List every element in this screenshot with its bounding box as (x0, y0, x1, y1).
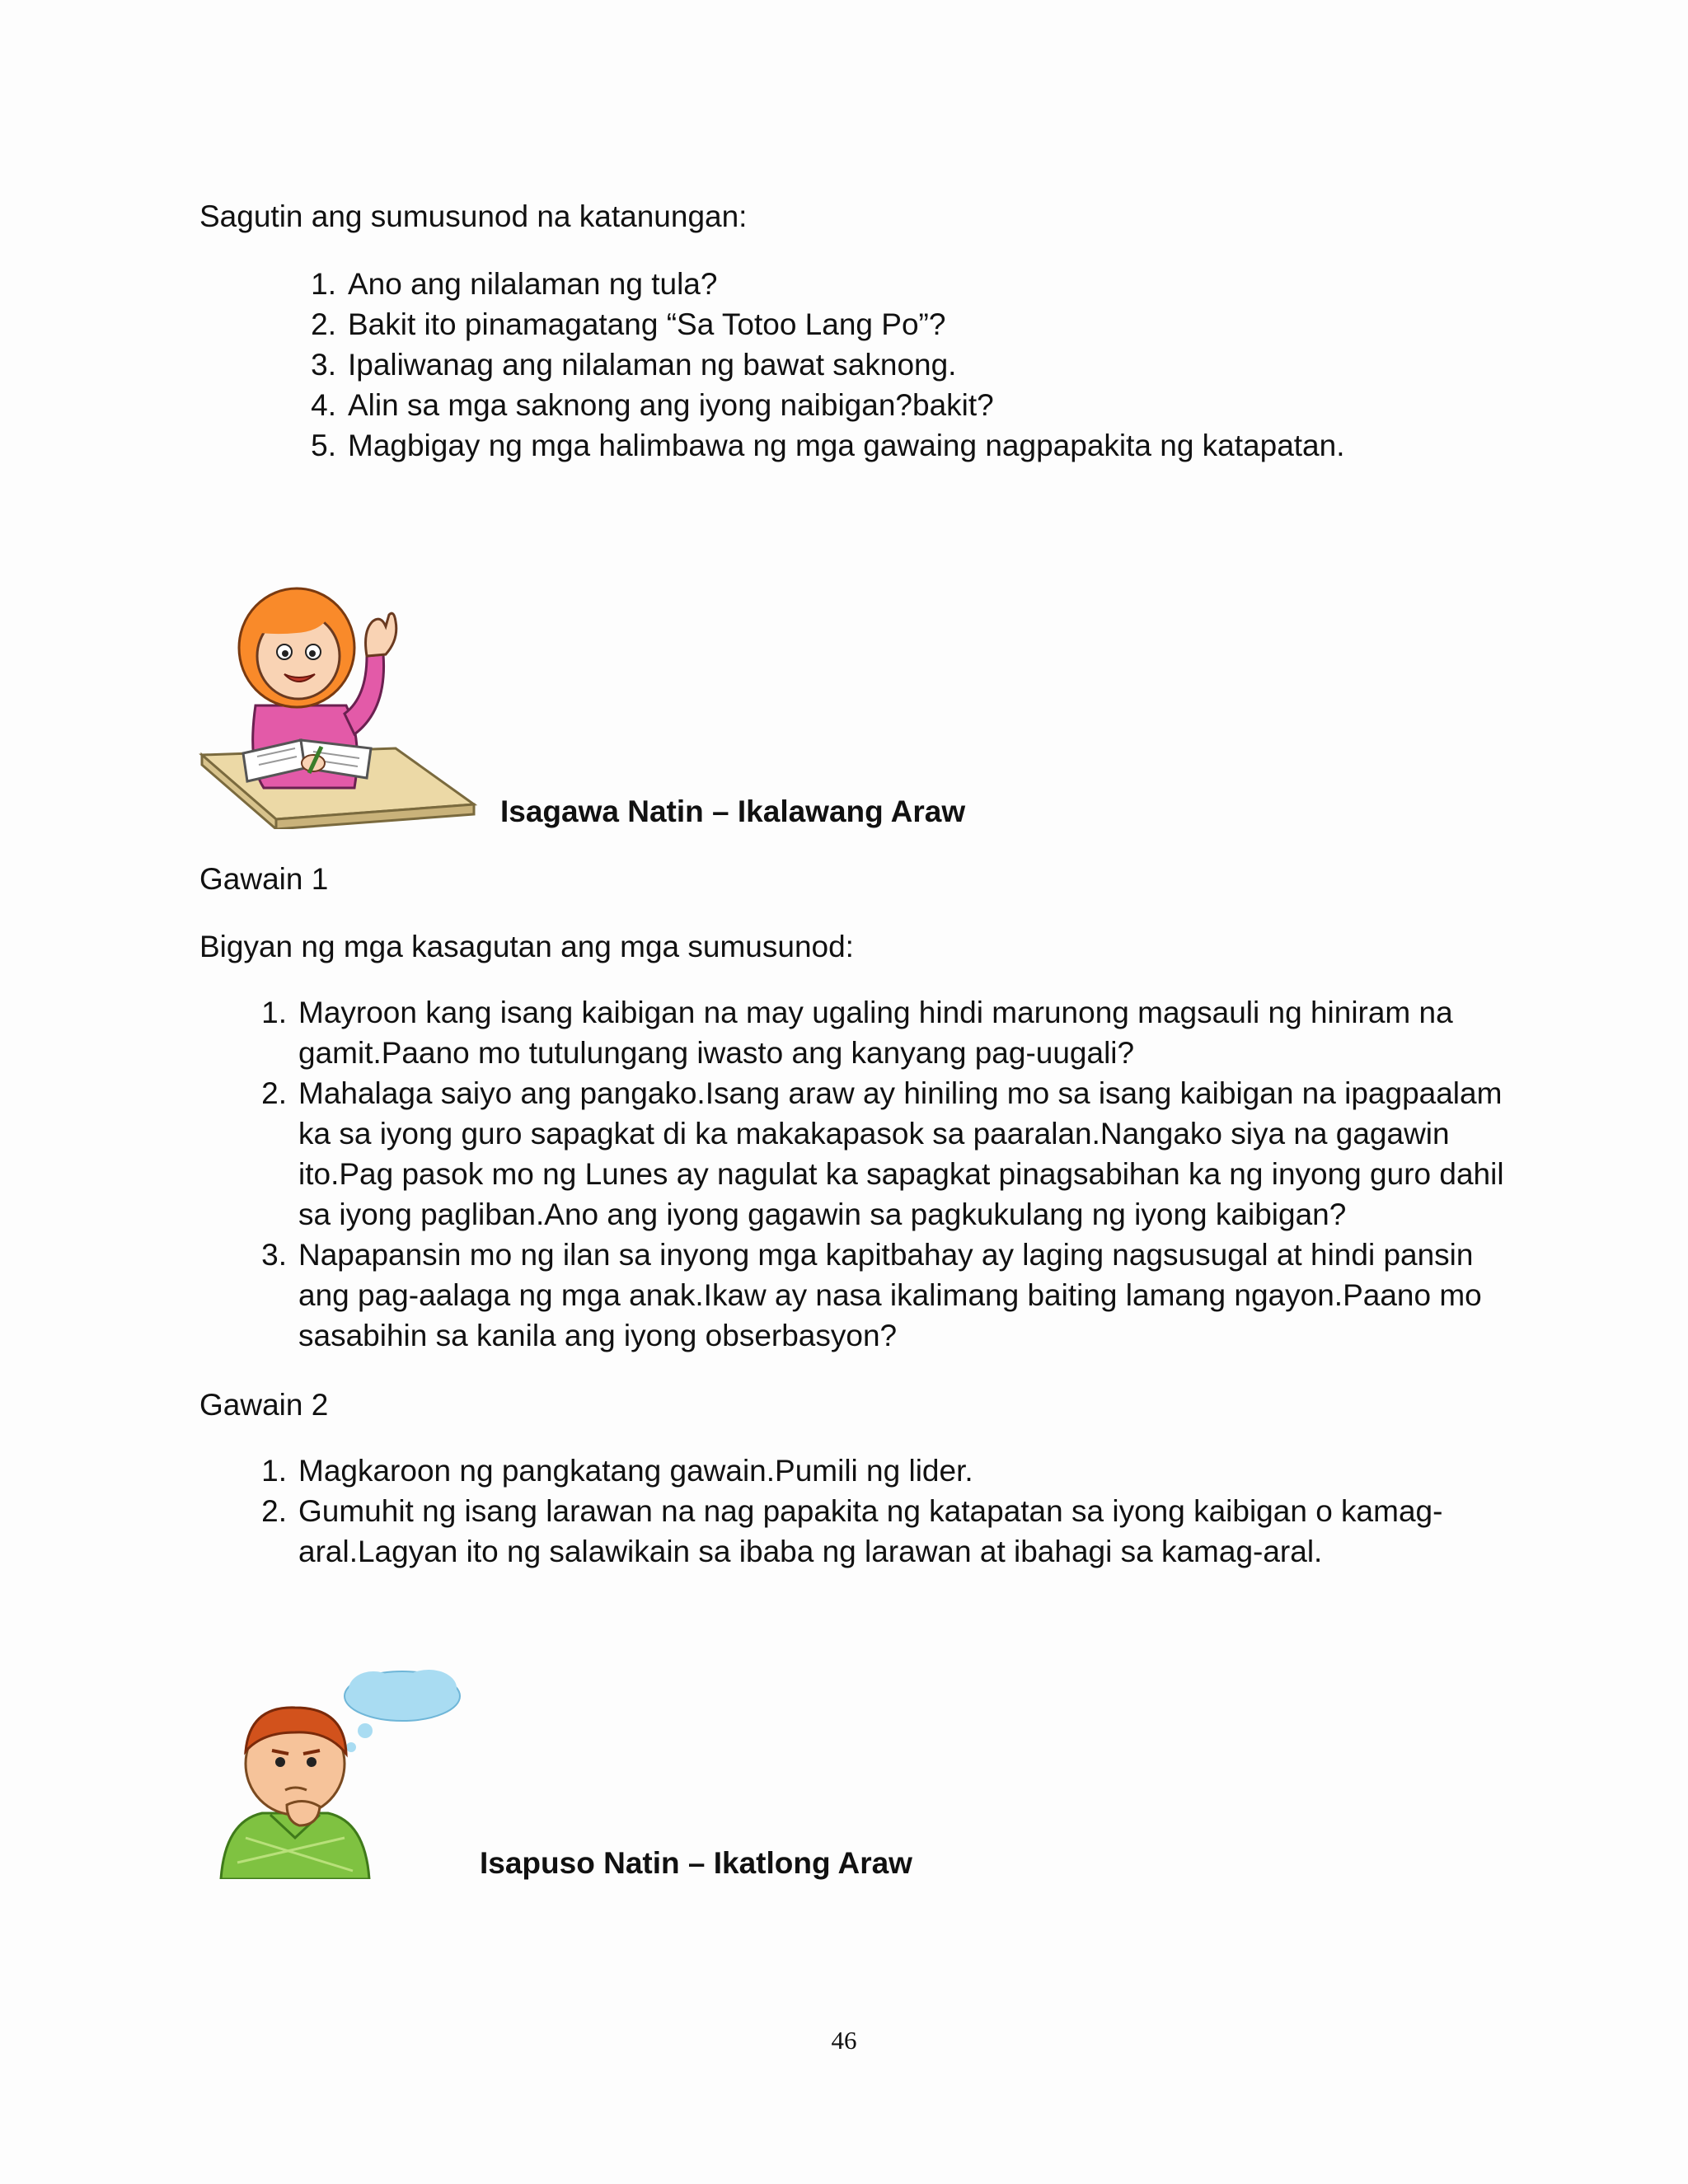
gawain-1-title: Gawain 1 (199, 862, 329, 896)
item-text: Gumuhit ng isang larawan na nag papakita ng katapatan sa iyong kaibigan o kamag-aral.Lagyan ito ng salawikain sa ibaba ng larawan at ibahagi sa kamag-aral. (298, 1494, 1443, 1568)
list-item (298, 425, 1452, 466)
item-text: Napapansin mo ng ilan sa inyong mga kapitbahay ay laging nagsusugal at hindi pansin ang pag-aalaga ng mga anak.Ikaw ay nasa ikalimang baiting lamang ngayon.Paano mo sasabihin sa kanila ang iyong obserbasyon? (298, 1238, 1482, 1352)
item-number: 2. (311, 307, 336, 341)
item-number: 3. (311, 348, 336, 382)
girl-reading-illustration (198, 557, 478, 829)
item-text: Alin sa mga saknong ang iyong naibigan?bakit? (348, 388, 994, 422)
gawain-1-intro: Bigyan ng mga kasagutan ang mga sumusunod: (199, 930, 854, 963)
list-item (298, 344, 1452, 385)
item-text: Mayroon kang isang kaibigan na may ugaling hindi marunong magsauli ng hiniram na gamit.Paano mo tutulungang iwasto ang kanyang pag-uugali? (298, 996, 1453, 1070)
page-number: 46 (831, 2026, 857, 2055)
section-heading-isagawa: Isagawa Natin – Ikalawang Araw (500, 794, 966, 828)
item-number: 2. (261, 1494, 287, 1528)
list-item (249, 1073, 1518, 1235)
item-text: Ano ang nilalaman ng tula? (348, 267, 718, 301)
item-number: 3. (261, 1238, 287, 1272)
gawain-1-list (249, 992, 1518, 1356)
questions-intro: Sagutin ang sumusunod na katanungan: (199, 199, 748, 233)
list-item (298, 385, 1452, 425)
item-text: Magbigay ng mga halimbawa ng mga gawaing nagpapakita ng katapatan. (348, 429, 1345, 462)
list-item (249, 1451, 1518, 1491)
item-text: Mahalaga saiyo ang pangako.Isang araw ay hiniling mo sa isang kaibigan na ipagpaalam ka sa iyong guro sapagkat di ka makakapasok sa paaralan.Nangako siya na gagawin ito.Pag pasok mo ng Lunes ay nagulat ka sapagkat pinagsabihan ka ng inyong guro dahil sa iyong pagliban.Ano ang iyong gagawin sa pagkukulang ng iyong kaibigan? (298, 1076, 1504, 1231)
thought-bubble-icon (337, 1670, 460, 1763)
item-text: Magkaroon ng pangkatang gawain.Pumili ng lider. (298, 1454, 973, 1488)
list-item (249, 992, 1518, 1073)
thinking-boy-illustration (213, 1665, 468, 1879)
gawain-2-title: Gawain 2 (199, 1388, 329, 1422)
item-number: 1. (261, 1454, 287, 1488)
list-item (298, 264, 1452, 304)
item-number: 5. (311, 429, 336, 462)
questions-list (298, 264, 1452, 466)
item-number: 1. (261, 996, 287, 1029)
section-heading-isapuso: Isapuso Natin – Ikatlong Araw (480, 1846, 912, 1880)
gawain-2-list (249, 1451, 1518, 1572)
list-item (249, 1491, 1518, 1572)
item-text: Bakit ito pinamagatang “Sa Totoo Lang Po”? (348, 307, 946, 341)
list-item (298, 304, 1452, 344)
item-number: 2. (261, 1076, 287, 1110)
list-item (249, 1235, 1518, 1356)
item-number: 1. (311, 267, 336, 301)
item-text: Ipaliwanag ang nilalaman ng bawat saknong. (348, 348, 957, 382)
item-number: 4. (311, 388, 336, 422)
